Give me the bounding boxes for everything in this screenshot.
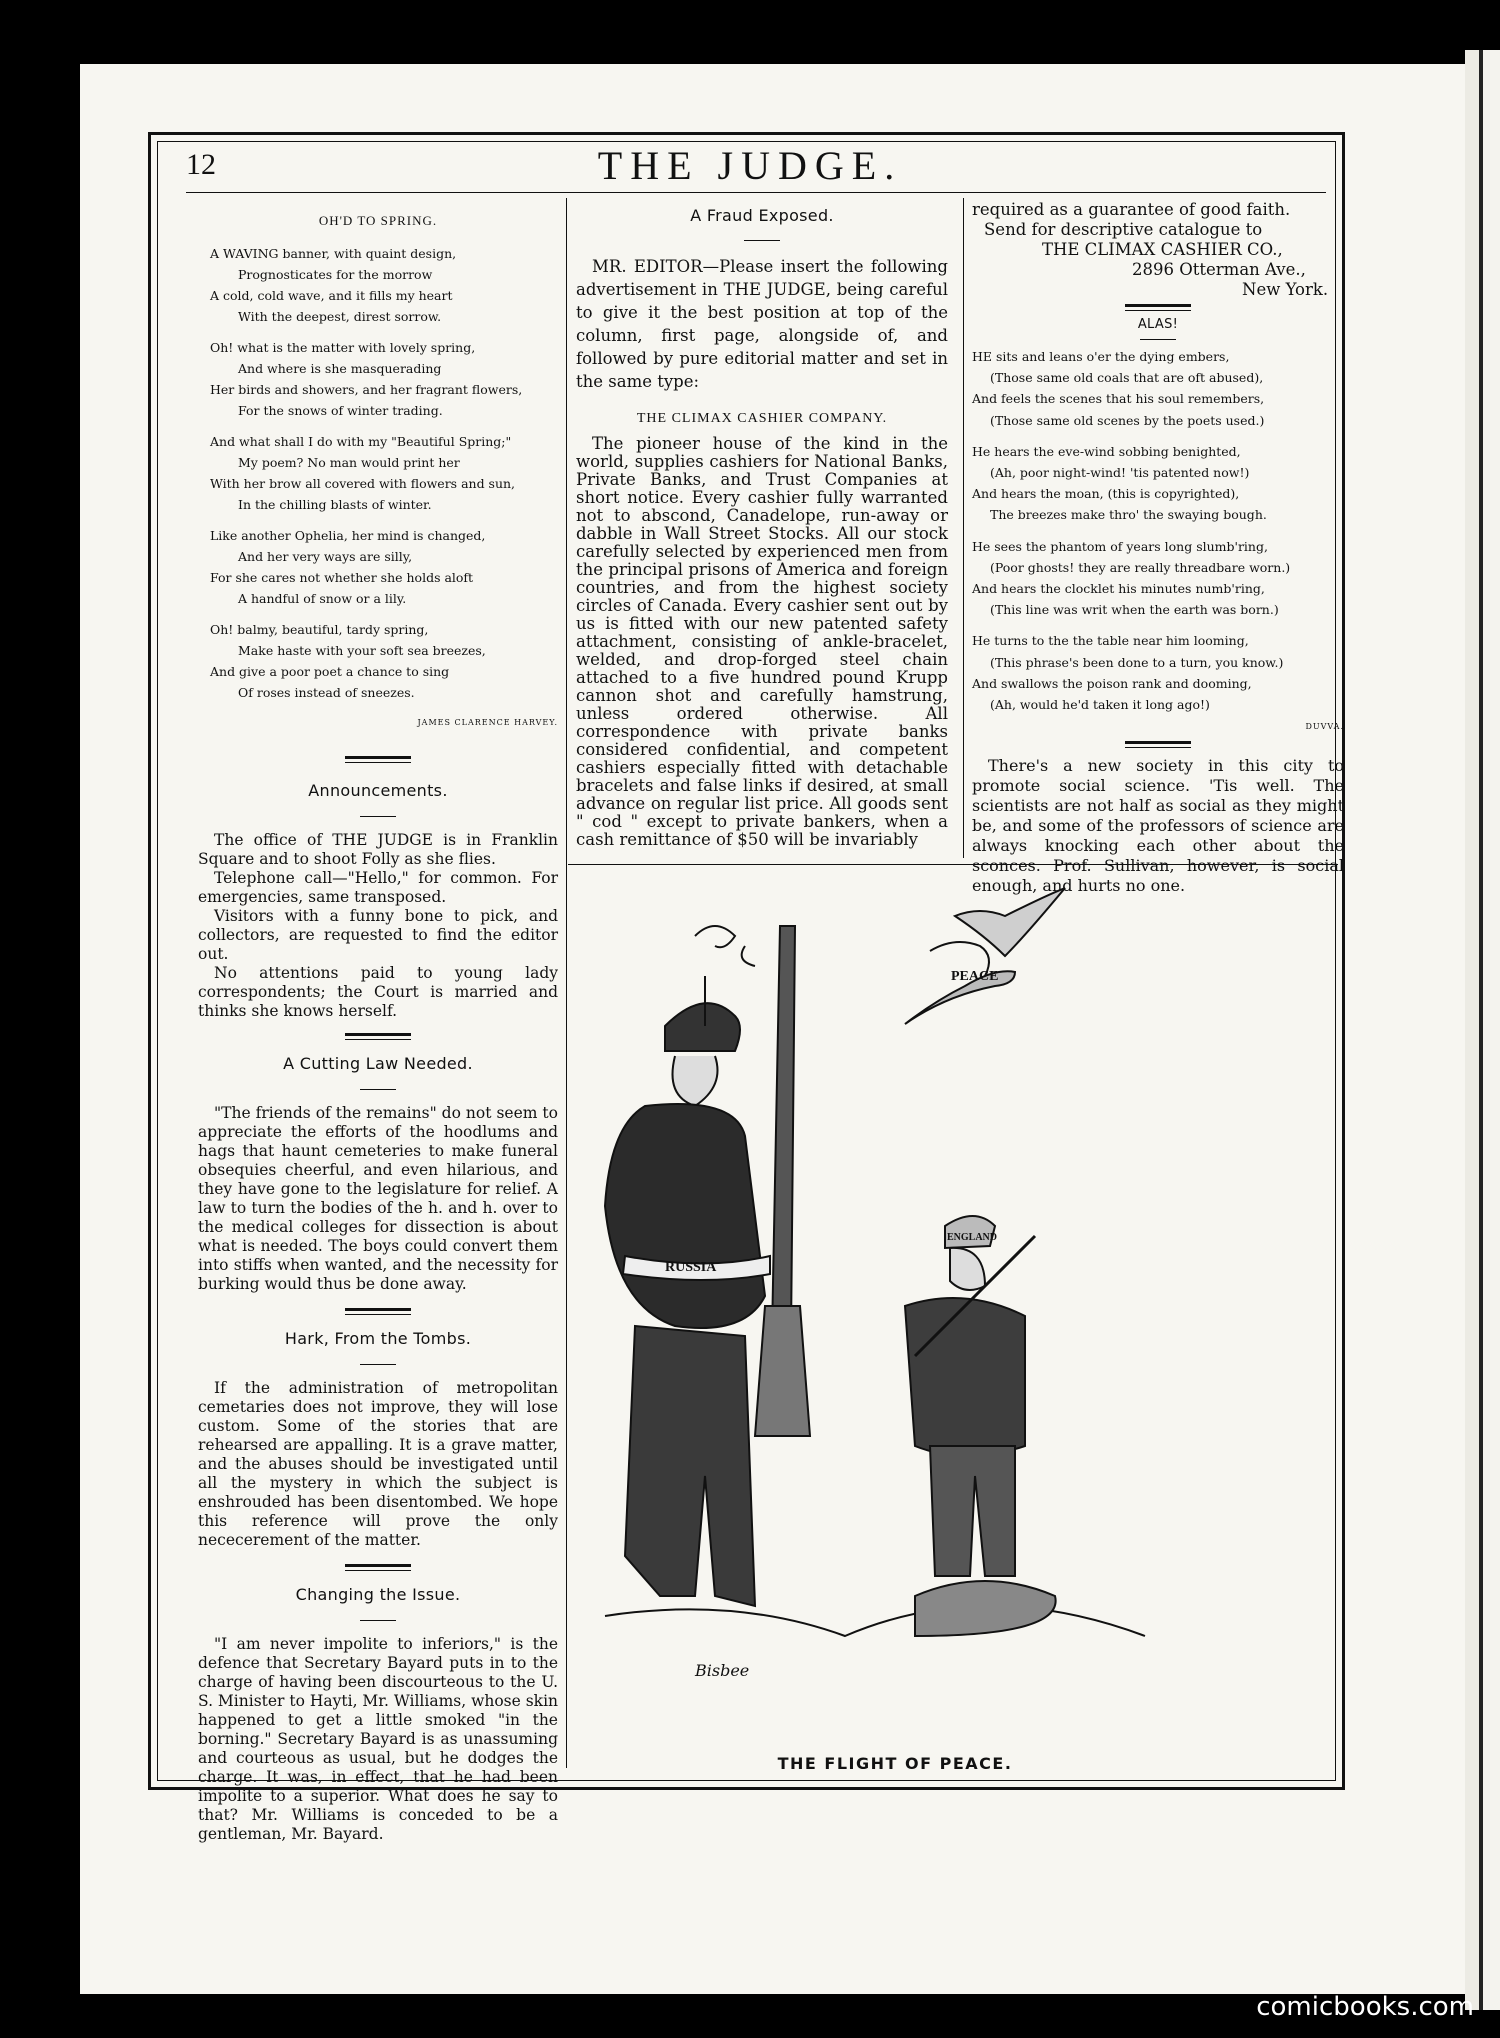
poem-line: A handful of snow or a lily. [238, 591, 407, 606]
poem-line: A cold, cold wave, and it fills my heart [210, 288, 453, 303]
alas-heading: ALAS! [1137, 317, 1179, 332]
changing-issue-para: "I am never impolite to inferiors," is the defence that Secretary Bayard puts in to the charge of having been discourteous to the U. S. Minister to Hayti, Mr. Williams, whose skin happened to get a little smoked "in the borning." Secretary Bayard is as unassuming and courteous as usual, but he dodges the charge. It was, in effect, that he had been impolite to a superior. What does he say to that? Mr. Williams is conceded to be a gentleman, Mr. Bayard. [198, 1635, 559, 1843]
poem-line: HE sits and leans o'er the dying embers, [972, 349, 1230, 364]
column-rule-2 [963, 198, 964, 858]
poem-line: And hears the moan, (this is copyrighted), [972, 486, 1240, 502]
poem-line: For the snows of winter trading. [238, 403, 443, 418]
masthead-rule [186, 192, 1326, 193]
watermark: comicbooks.com [1256, 1992, 1474, 2022]
next-page-edge [1465, 50, 1500, 2010]
hark-para: If the administration of metropolitan cemetaries does not improve, they will lose custom. Some of the stories that are rehearsed are appalling. It is a grave matter, and the abuses should be investigated until all the mystery in which the subject is enshrouded has been disentombed. We hope this reference will prove the only nececerement of the matter. [198, 1379, 558, 1549]
poem-signature: JAMES CLARENCE HARVEY. [417, 718, 558, 727]
poem-stanza [210, 337, 558, 421]
alas-signature: DUVVA. [1305, 722, 1344, 732]
poem-line: (Ah, poor night-wind! 'tis patented now!) [990, 465, 1250, 481]
poem-line: He turns to the the table near him looming, [972, 633, 1249, 649]
poem-line: Her birds and showers, and her fragrant flowers, [210, 382, 523, 397]
poem-line: And give a poor poet a chance to sing [210, 664, 450, 679]
poem-line: Like another Ophelia, her mind is changed, [210, 528, 486, 543]
poem-line: Prognosticates for the morrow [238, 267, 433, 282]
send-for-line: Send for descriptive catalogue to [984, 220, 1263, 239]
englishman-icon [905, 1298, 1025, 1456]
heading-dash [1140, 339, 1176, 340]
page-number: 12 [186, 148, 216, 181]
section-rule [345, 756, 411, 763]
announcements-heading: Announcements. [308, 781, 448, 800]
fraud-body: The pioneer house of the kind in the world, supplies cashiers for National Banks, Private Banks, and Trust Companies at short notice. Every cashier fully warranted not to abscond, Canadelope, run-away or dabble in Wall Street Stocks. All our stock carefully selected by experienced men from the principal prisons of America and foreign countries, and from the highest society circles of Canada. Every cashier sent out by us is fitted with our new patented safety attachment, consisting of ankle-bracelet, welded, and drop-forged steel chain attached to a five hundred pound Krupp cannon shot and carefully hamstrung, unless ordered otherwise. All correspondence with private banks considered confidential, and competent cashiers especially fitted with detachable bracelets and false links if desired, at small advance on regular list price. All goods sent " cod " except to private bankers, when a cash remittance of $50 will be invariably [576, 434, 948, 849]
englishman-legs-icon [930, 1446, 1015, 1576]
poem-line: And hears the clocklet his minutes numb'ring, [972, 581, 1265, 597]
poem-line: The breezes make thro' the swaying bough. [990, 507, 1267, 523]
artist-signature: Bisbee [695, 1661, 750, 1680]
poem-line: My poem? No man would print her [238, 455, 460, 470]
poem-oh-to-spring [210, 243, 558, 703]
poem-title: OH'D TO SPRING. [318, 213, 438, 228]
poem-line: (Poor ghosts! they are really threadbare worn.) [990, 559, 1291, 575]
heading-dash [360, 1089, 396, 1090]
hat-label: ENGLAND [947, 1232, 998, 1243]
poem-line: (Those same old scenes by the poets used.) [990, 412, 1265, 428]
rifle-stock-icon [755, 1306, 810, 1436]
heading-dash [360, 1620, 396, 1621]
cutting-law-heading: A Cutting Law Needed. [283, 1054, 473, 1073]
russian-soldier-icon [605, 1104, 765, 1328]
poem-line: (This line was writ when the earth was born.) [990, 602, 1279, 618]
poem-stanza [972, 536, 1344, 621]
soldier-legs-icon [625, 1326, 755, 1606]
column-1 [198, 200, 558, 1844]
heading-dash [360, 816, 396, 817]
address-line-1: THE CLIMAX CASHIER CO., [1042, 240, 1283, 259]
address-line-2: 2896 Otterman Ave., [1132, 260, 1306, 279]
poem-line: And feels the scenes that his soul remembers, [972, 391, 1265, 407]
cartoon-illustration [585, 876, 1205, 1712]
poem-stanza [210, 525, 558, 609]
poem-stanza [210, 431, 558, 515]
section-rule [1125, 304, 1191, 311]
ground-icon [605, 1606, 1145, 1636]
fraud-intro: MR. EDITOR—Please insert the following advertisement in THE JUDGE, being careful to give it the best position at top of the column, first page, alongside of, and followed by pure editorial matter and set in the same type: [576, 257, 948, 391]
poem-line: He hears the eve-wind sobbing benighted, [972, 443, 1241, 459]
announcement-para: No attentions paid to young lady correspondents; the Court is married and thinks she knows herself. [198, 964, 558, 1020]
section-rule [1125, 741, 1191, 748]
smoke-icon [695, 926, 735, 947]
poem-line: Oh! what is the matter with lovely spring, [210, 340, 476, 355]
smoke-icon [742, 946, 755, 966]
poem-line: For she cares not whether she holds aloft [210, 570, 474, 585]
poem-stanza [210, 619, 558, 703]
poem-line: And her very ways are silly, [238, 549, 413, 564]
poem-line: In the chilling blasts of winter. [238, 497, 432, 512]
poem-line: And swallows the poison rank and dooming, [972, 675, 1252, 691]
poem-line: A WAVING banner, with quaint design, [210, 246, 457, 261]
rock-icon [915, 1581, 1056, 1636]
englishman-head-icon [950, 1248, 985, 1290]
poem-line: With her brow all covered with flowers and sun, [210, 476, 516, 491]
helmet-icon [665, 1003, 740, 1051]
company-heading: THE CLIMAX CASHIER COMPANY. [636, 411, 888, 426]
continuation-line: required as a guarantee of good faith. [972, 200, 1291, 219]
changing-issue-heading: Changing the Issue. [295, 1585, 461, 1604]
poem-line: Make haste with your soft sea breezes, [238, 643, 486, 658]
announcement-para: Visitors with a funny bone to pick, and collectors, are requested to find the editor out. [198, 907, 558, 963]
poem-line: He sees the phantom of years long slumb'ring, [972, 538, 1268, 554]
address-line-3: New York. [1242, 280, 1329, 299]
heading-dash [744, 240, 780, 241]
poem-line: And what shall I do with my "Beautiful Spring;" [210, 434, 512, 449]
fraud-heading: A Fraud Exposed. [690, 206, 834, 225]
announcement-para: Telephone call—"Hello," for common. For emergencies, same transposed. [198, 869, 558, 906]
belt-label: RUSSIA [665, 1260, 717, 1275]
poem-alas [972, 346, 1344, 715]
heading-dash [360, 1364, 396, 1365]
poem-stanza [972, 441, 1344, 526]
announcement-para: The office of THE JUDGE is in Franklin Square and to shoot Folly as she flies. [198, 831, 558, 868]
poem-line: And where is she masquerading [238, 361, 442, 376]
society-para: There's a new society in this city to promote social science. 'Tis well. The scientists are not half as social as they might be, and some of the professors of science are always knocking each other about the sconces. Prof. Sullivan, however, is social enough, and hurts no one. [972, 756, 1344, 896]
cutting-law-para: "The friends of the remains" do not seem to appreciate the efforts of the hoodlums and hags that haunt cemeteries to make funeral obsequies cheerful, and even hilarious, and they have gone to the legislature for relief. A law to turn the bodies of the h. and h. over to the medical colleges for dissection is about what is needed. The boys could convert them into stiffs when wanted, and the necessity for burking would thus be done away. [198, 1104, 558, 1293]
section-rule [345, 1308, 411, 1315]
column-2 [576, 200, 948, 849]
column-rule-1 [566, 198, 567, 1768]
poem-stanza [972, 346, 1344, 431]
poem-line: (This phrase's been done to a turn, you know.) [990, 654, 1284, 670]
section-rule [345, 1564, 411, 1571]
cartoon-caption: THE FLIGHT OF PEACE. [777, 1754, 1013, 1773]
poem-line: (Ah, would he'd taken it long ago!) [990, 697, 1210, 713]
soldier-head-icon [673, 1056, 718, 1106]
hark-heading: Hark, From the Tombs. [284, 1329, 472, 1348]
poem-stanza [972, 630, 1344, 715]
poem-line: With the deepest, direst sorrow. [238, 309, 442, 324]
dove-wing-icon [955, 888, 1065, 956]
masthead: THE JUDGE. [597, 143, 903, 188]
poem-stanza [210, 243, 558, 327]
poem-line: Oh! balmy, beautiful, tardy spring, [210, 622, 429, 637]
poem-line: (Those same old coals that are oft abused), [990, 370, 1264, 386]
dove-label: PEACE [951, 969, 999, 984]
section-rule [345, 1033, 411, 1040]
poem-line: Of roses instead of sneezes. [238, 685, 415, 700]
column-3 [972, 200, 1344, 896]
